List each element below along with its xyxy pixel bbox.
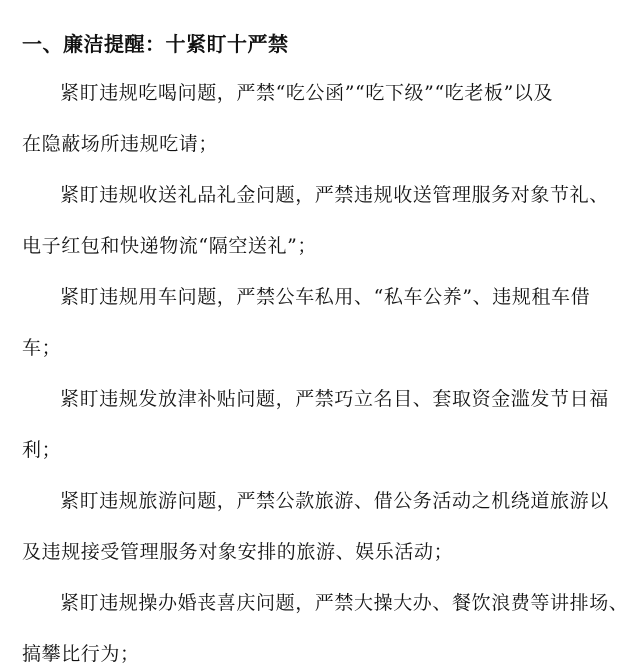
paragraph-line: 紧盯违规操办婚丧喜庆问题，严禁大操大办、餐饮浪费等讲排场、 (60, 592, 629, 614)
paragraph-line: 电子红包和快递物流“隔空送礼”； (22, 235, 318, 257)
paragraph-line: 搞攀比行为； (22, 643, 140, 665)
paragraph-ceremonies (22, 589, 629, 668)
paragraph-line: 及违规接受管理服务对象安排的旅游、娱乐活动； (22, 541, 454, 563)
paragraph-line: 在隐蔽场所违规吃请； (22, 133, 219, 155)
paragraph-line: 紧盯违规发放津补贴问题，严禁巧立名目、套取资金滥发节日福 (60, 388, 609, 410)
paragraph-travel (22, 487, 618, 566)
section-heading: 一、廉洁提醒：十紧盯十严禁 (22, 32, 289, 56)
paragraph-dining (22, 79, 618, 158)
paragraph-vehicles (22, 283, 618, 362)
paragraph-subsidies (22, 385, 618, 464)
paragraph-line: 车； (22, 337, 62, 359)
paragraph-line: 紧盯违规收送礼品礼金问题，严禁违规收送管理服务对象节礼、 (60, 184, 609, 206)
paragraph-line: 利； (22, 439, 62, 461)
paragraph-line: 紧盯违规吃喝问题，严禁“吃公函”“吃下级”“吃老板”以及 (60, 82, 554, 104)
paragraph-line: 紧盯违规旅游问题，严禁公款旅游、借公务活动之机绕道旅游以 (60, 490, 609, 512)
paragraph-line: 紧盯违规用车问题，严禁公车私用、“私车公养”、违规租车借 (60, 286, 591, 308)
paragraph-gifts (22, 181, 618, 260)
